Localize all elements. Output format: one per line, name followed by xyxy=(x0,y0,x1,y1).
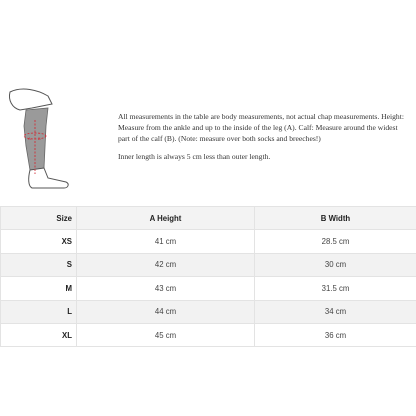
leg-measurement-figure xyxy=(4,86,82,192)
height-cell: 44 cm xyxy=(77,300,255,323)
leg-chap-icon xyxy=(4,86,82,192)
size-cell: XS xyxy=(1,230,77,253)
description-note: Inner length is always 5 cm less than outer length. xyxy=(118,151,271,161)
width-cell: 31.5 cm xyxy=(255,277,416,300)
header-b-width: B Width xyxy=(255,207,416,230)
table-header-row xyxy=(1,207,416,230)
width-cell: 28.5 cm xyxy=(255,230,416,253)
measurement-description xyxy=(118,111,410,162)
size-cell: M xyxy=(1,277,77,300)
description-paragraph: All measurements in the table are body measurements, not actual chap measurements. Height: Measure from the ankle and up to the inside of the leg (A). Calf: Measure around the widest part of the calf (B). (Note: measure over both socks and breeches!) xyxy=(118,112,404,144)
header-a-height: A Height xyxy=(77,207,255,230)
table-row xyxy=(1,230,416,253)
size-cell: S xyxy=(1,253,77,276)
table-row xyxy=(1,277,416,300)
height-cell: 45 cm xyxy=(77,323,255,346)
table-row xyxy=(1,323,416,346)
width-cell: 36 cm xyxy=(255,323,416,346)
height-cell: 41 cm xyxy=(77,230,255,253)
width-cell: 30 cm xyxy=(255,253,416,276)
table-row xyxy=(1,300,416,323)
size-cell: L xyxy=(1,300,77,323)
label-b: B xyxy=(38,136,41,141)
height-cell: 42 cm xyxy=(77,253,255,276)
size-chart-table xyxy=(0,206,416,347)
header-size: Size xyxy=(1,207,77,230)
label-a: A xyxy=(28,136,31,141)
height-cell: 43 cm xyxy=(77,277,255,300)
width-cell: 34 cm xyxy=(255,300,416,323)
table-row xyxy=(1,253,416,276)
size-cell: XL xyxy=(1,323,77,346)
